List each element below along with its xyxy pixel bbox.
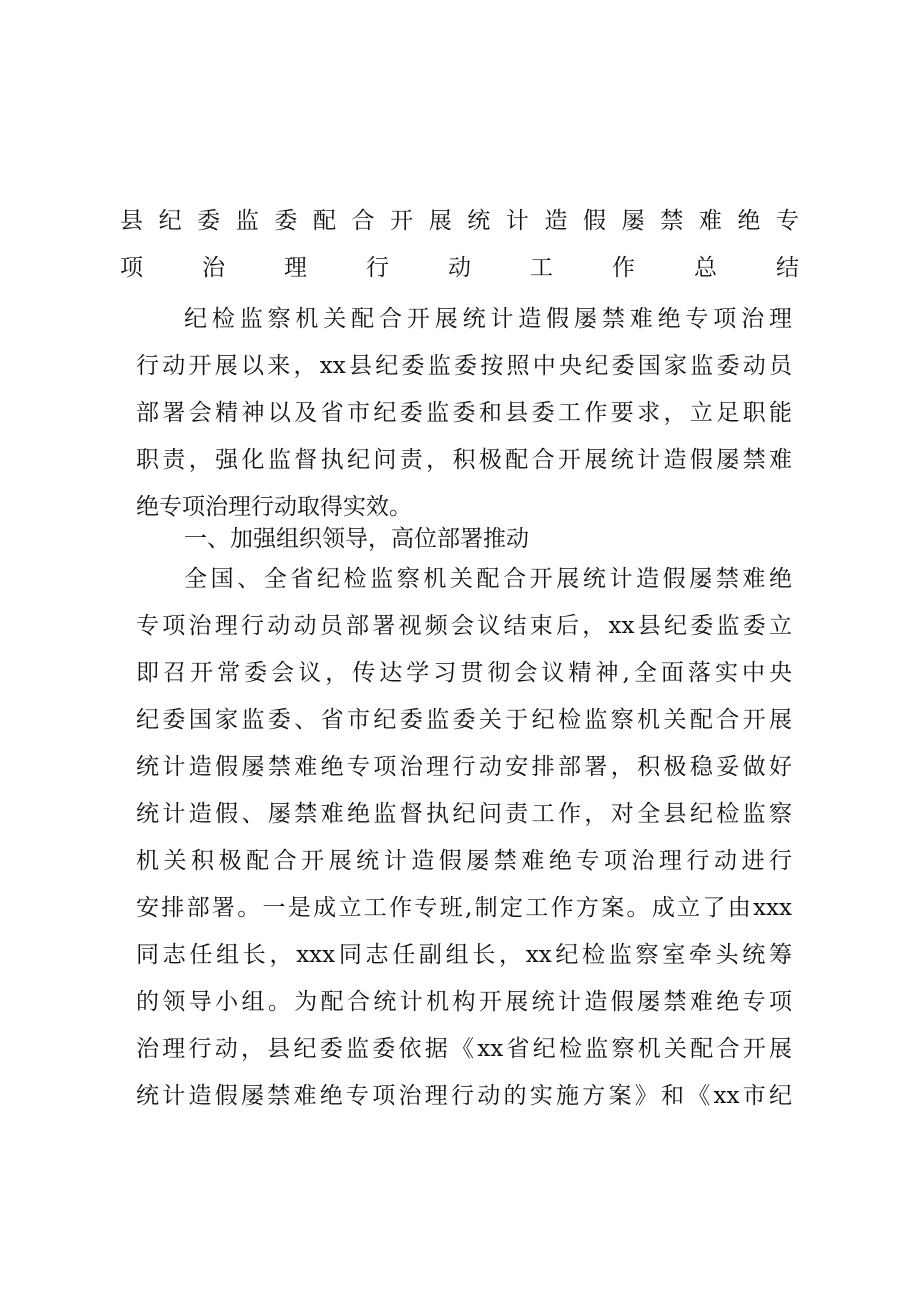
intro-line: 绝专项治理行动取得实效。 <box>136 494 412 520</box>
section1-line: 全国、全省纪检监察机关配合开展统计造假屡禁难绝 <box>184 566 792 592</box>
section1-paragraph <box>136 556 792 1120</box>
section1-line: 纪委国家监委、省市纪委监委关于纪检监察机关配合开展 <box>136 707 792 733</box>
section1-line: 统计造假、屡禁难绝监督执纪问责工作，对全县纪检监察 <box>136 801 792 827</box>
section1-line: 安排部署。一是成立工作专班,制定工作方案。成立了由xxx <box>136 895 792 921</box>
intro-paragraph <box>136 296 792 531</box>
section1-line: 专项治理行动动员部署视频会议结束后，xx县纪委监委立 <box>136 613 792 639</box>
section1-line: 即召开常委会议，传达学习贯彻会议精神,全面落实中央 <box>136 660 792 686</box>
title-line-1: 县纪委监委配合开展统计造假屡禁难绝专 <box>120 208 800 234</box>
intro-line: 部署会精神以及省市纪委监委和县委工作要求，立足职能 <box>136 400 792 426</box>
section1-line: 统计造假屡禁难绝专项治理行动的实施方案》和《xx市纪 <box>136 1083 792 1109</box>
section1-line: 统计造假屡禁难绝专项治理行动安排部署，积极稳妥做好 <box>136 754 792 780</box>
section1-line: 的领导小组。为配合统计机构开展统计造假屡禁难绝专项 <box>136 989 792 1015</box>
section1-line: 治理行动，县纪委监委依据《xx省纪检监察机关配合开展 <box>136 1036 792 1062</box>
intro-line: 行动开展以来，xx县纪委监委按照中央纪委国家监委动员 <box>136 353 792 379</box>
section1-line: 机关积极配合开展统计造假屡禁难绝专项治理行动进行 <box>136 848 792 874</box>
section1-line: 同志任组长，xxx同志任副组长，xx纪检监察室牵头统筹 <box>136 942 792 968</box>
section-heading-1: 一、加强组织领导，高位部署推动 <box>184 526 529 552</box>
intro-line: 职责，强化监督执纪问责，积极配合开展统计造假屡禁难 <box>136 447 792 473</box>
title-line-2: 项治理行动工作总结 <box>120 255 800 281</box>
intro-line: 纪检监察机关配合开展统计造假屡禁难绝专项治理 <box>184 306 792 332</box>
document-title <box>120 198 800 292</box>
